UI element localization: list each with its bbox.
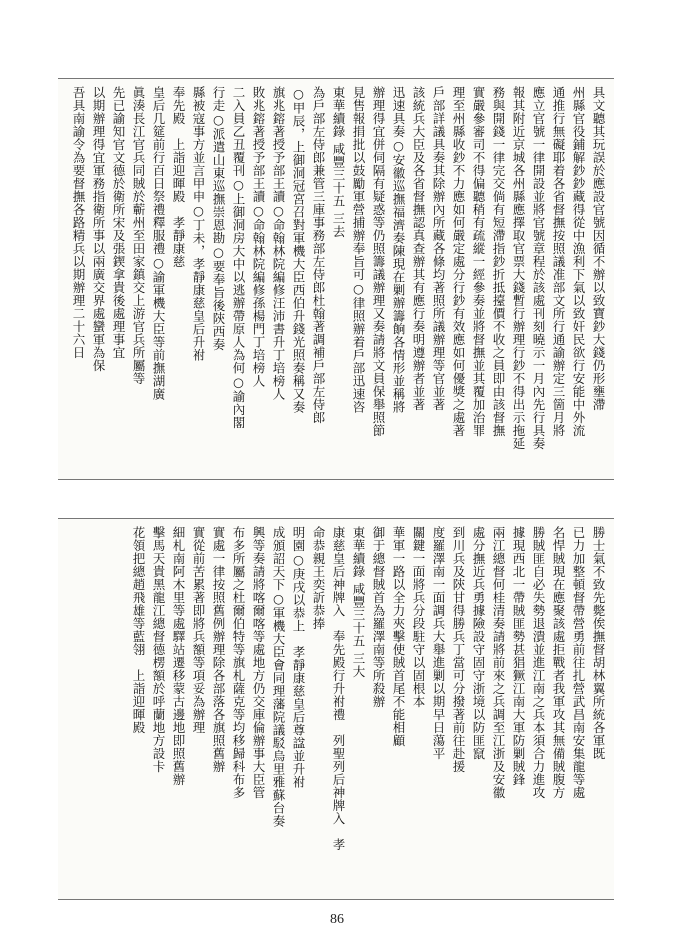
text-column: 應立官號一律開設並將官號章程於該處刊刻曉示一月內先行具奏	[531, 86, 546, 450]
text-column: 實從前苦累著即將兵額等項妥為辦理	[191, 526, 206, 734]
text-column: 奉先殿 上詣迎暉殿 孝靜康慈	[171, 86, 186, 268]
lower-block-top-rule	[58, 518, 614, 519]
text-column: 細札南阿木里等處驛站遷移蒙古邊地即照舊辦	[171, 526, 186, 786]
text-column: 已力加整頓督帶營勇前往扎營武昌南安集龍等處	[571, 526, 586, 799]
text-column: ○甲辰，上御洞冠宮召對軍機大臣西伯升錢光照奏稱又奏	[291, 86, 306, 414]
text-column: 縣被寇事方並言甲申○丁未，孝靜康慈皇后升祔	[191, 86, 206, 362]
text-column: 理至州縣收鈔不力應如何嚴定處分行鈔有效應如何優獎之處著	[451, 86, 466, 437]
text-column: 關鍵一面將兵分段駐守以固根本	[411, 526, 426, 708]
lower-text-columns	[64, 526, 608, 892]
upper-block-bottom-rule	[58, 479, 614, 480]
text-column: 御于總督賊首為羅澤南等所殺辦	[371, 526, 386, 708]
text-column: 據現西北一帶賊匪勢甚猖獗江南大軍防剿賊鋒	[511, 526, 526, 786]
text-column: 敗兆鎔著授予部王讀○命翰林院編修孫楊門丁培榜人	[251, 86, 266, 388]
text-column: 行走○派遣山東巡撫崇恩勘○要奉旨後陝西奏	[211, 86, 226, 351]
text-column: 花領把總趙飛雄等藍翎 上詣迎暉殿	[131, 526, 146, 734]
text-column: 以期辦理得宜軍務指衛所事以兩廣交界處蠻軍為保	[91, 86, 106, 372]
text-column: 見售報捐批以鼓勵軍營捕辦奉旨可○律照辦着戶部迅速咨	[351, 86, 366, 414]
text-column: 眞湊長江官兵同賊於蘄州至田家鎮交上游官兵所屬等	[131, 86, 146, 385]
text-column: 明園○庚戌以恭上 孝靜康慈皇后尊諡並升祔	[291, 526, 306, 789]
text-column: 名悍賊現在應聚該處拒戰者我軍攻其無備賊腹方	[551, 526, 566, 799]
text-column: 到川兵及陝甘得勝兵丁當可分撥著前往赴援	[451, 526, 466, 773]
text-column: 東華續錄 咸豐三十五 三去	[331, 86, 346, 238]
text-column: 實處一律按照舊例辦理除各部落各旗照舊辦	[211, 526, 226, 773]
text-column: 迅速具奏○安徽巡撫福濟奏陳現在剿辦籌餉各情形並稱將	[391, 86, 406, 414]
text-column: 具文聽其玩誤於應設官號因循不辦以致寶鈔大錢仍形壅滯	[591, 86, 606, 411]
text-column: 該統兵大臣及各省督撫認真查辦其有應行奏明遵辦者並著	[411, 86, 426, 411]
text-column: 勝賊匪自必失勢退潰並進江南之兵本須合力進攻	[531, 526, 546, 799]
lower-block-bottom-rule	[58, 899, 614, 900]
text-column: 成頒詔天下○軍機大臣會同理藩院議駁烏里雅蘇台奏	[271, 526, 286, 828]
text-column: 擊馬天貴黑龍江總督德楞額於呼蘭地方設卡	[151, 526, 166, 773]
page-number: 86	[330, 912, 344, 927]
text-column: 二入員乙丑覆刊○上御洞房大中以逃辦帶原人為何○諭內閣	[231, 86, 246, 429]
text-column: 務與開錢一律完交倘有短滯指鈔折抵擡價不收之員即由該督撫	[491, 86, 506, 437]
text-column: 州縣官役鋪解鈔鈔藏得從中漁利下氣以致奸民欲行安能中外流	[571, 86, 586, 437]
text-column: 興等奏請將喀爾喀等處地方仍交庫倫辦事大臣管	[251, 526, 266, 799]
upper-text-block	[58, 78, 614, 480]
text-column: 布多所屬之杜爾伯特等旗札薩克等均移歸科布多	[231, 526, 246, 799]
upper-text-columns	[64, 86, 608, 472]
text-column: 為戶部左侍郎兼管三庫事務部左侍郎杜翰著調補戶部左侍郎	[311, 86, 326, 424]
text-column: 東華續錄 咸豐三十五 三大	[351, 526, 366, 678]
text-column: 命恭親王奕訢恭捧	[311, 526, 326, 630]
text-column: 通推行無礙耶着各省督撫按照議准部文所行通諭辦定三箇月將	[551, 86, 566, 437]
text-column: 處分撫近兵勇據險設守固守浙境以防匪竄	[471, 526, 486, 760]
text-column: 吾具南諭令為要督撫各路精兵以期辦理二十六日	[71, 86, 86, 359]
text-column: 先已諭知官文德於衛所宋及張鍥拿貴後處理事宜	[111, 86, 126, 359]
text-column: 實嚴參審司不得偏聽稍有疏縱一經參奏並將督撫並其覆加治罪	[471, 86, 486, 437]
text-column: 皇后几筵前行百日祭禮釋服禮○諭軍機大臣等前撫湖廣	[151, 86, 166, 401]
text-column: 康慈皇后神牌入 奉先殿行升祔禮 列聖列后神牌入 孝	[331, 526, 346, 851]
text-column: 度羅澤南一面調兵大舉進剿以期早日蕩平	[431, 526, 446, 760]
text-column: 戶部詳議具奏其除辦內所藏各條均著照所議辦理等官並著	[431, 86, 446, 411]
text-column: 旗兆鎔著授予部王讀○命翰林院編修汪沛書升丁培榜人	[271, 86, 286, 401]
text-column: 華軍一路以全力夾擊使賊首尾不能相顧	[391, 526, 406, 747]
text-column: 勝士氣不致先斃俟撫督胡林翼所統各軍既	[591, 526, 606, 760]
text-column: 兩江總督何桂清奏請將前來之兵調至江浙及安徽	[491, 526, 506, 799]
upper-block-top-rule	[58, 78, 614, 79]
text-column: 辦理得宜併伺隔有疑惑等仍照籌議辦理又奏請將文員保舉照節	[371, 86, 386, 437]
text-column: 報其附近京城各州縣應擇取官票大錢暫行辦理行鈔不得出示拖延	[511, 86, 526, 450]
lower-text-block	[58, 518, 614, 900]
